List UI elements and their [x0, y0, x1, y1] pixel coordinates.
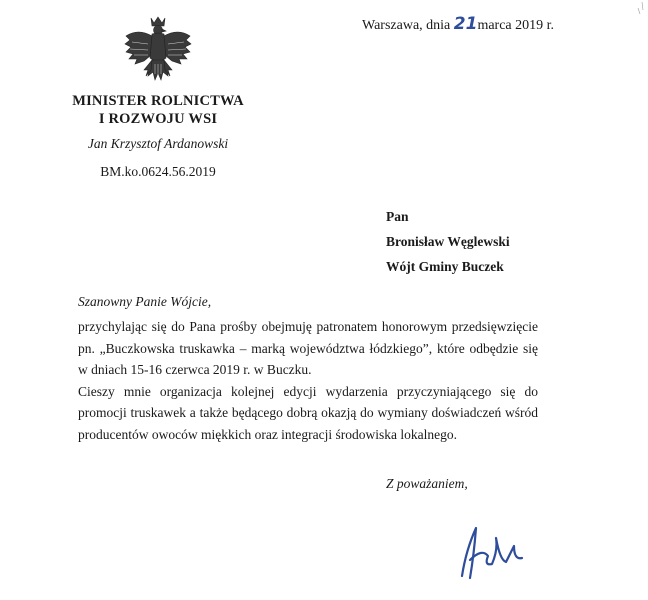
reference-number: BM.ko.0624.56.2019 — [100, 164, 216, 179]
ministry-name-line2: I ROZWOJU WSI — [98, 111, 218, 127]
scan-edge-mark — [632, 0, 648, 600]
date-line — [362, 14, 554, 34]
recipient-title: Pan — [386, 209, 409, 224]
date-place: Warszawa, dnia — [362, 18, 451, 33]
closing: Z poważaniem, — [386, 476, 468, 491]
polish-eagle-emblem-icon — [122, 14, 194, 90]
paragraph-2: Cieszy mnie organizacja kolejnej edycji wydarzenia przyczyniającego się do promocji truskawek a także będącego dobrą okazją do wymiany doświadczeń wśród producentów owoców miękkich oraz integracji środowiska lokalnego. — [78, 383, 538, 442]
minister-name: Jan Krzysztof Ardanowski — [87, 136, 229, 151]
recipient-block — [386, 204, 510, 279]
sender-block — [60, 92, 256, 180]
recipient-name: Bronisław Węglewski — [386, 234, 510, 249]
paragraph-1: przychylając się do Pana prośby obejmuję patronatem honorowym przedsięwzięcie pn. „Buczkowska truskawka – marką województwa łódzkiego”, które odbędzie się w dniach 15-16 czerwca 2019 r. w Buczku. — [78, 319, 538, 377]
handwritten-signature — [452, 520, 532, 582]
date-rest: marca 2019 r. — [477, 18, 555, 33]
letter-body — [78, 316, 538, 445]
ministry-name-line1: MINISTER ROLNICTWA — [72, 93, 244, 109]
salutation: Szanowny Panie Wójcie, — [78, 294, 212, 309]
date-day-handwritten: 21 — [453, 14, 478, 34]
recipient-position: Wójt Gminy Buczek — [386, 259, 504, 274]
